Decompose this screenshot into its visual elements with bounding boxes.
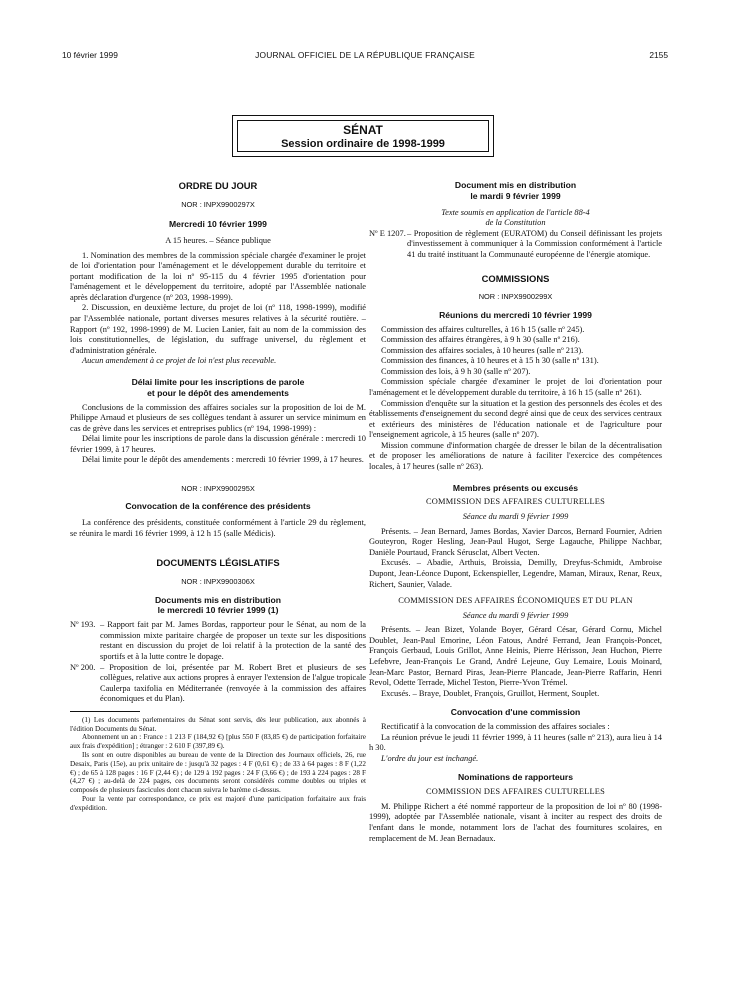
seance-date-2: Séance du mardi 9 février 1999 — [462, 610, 569, 620]
distribution-heading-2: le mercredi 10 février 1999 (1) — [157, 605, 279, 616]
reunion-1: Commission des affaires culturelles, à 16 h 15 (salle nº 245). — [381, 324, 585, 334]
document-e1207 — [369, 229, 662, 261]
reunion-prevue: La réunion prévue le jeudi 11 février 1999, à 11 heures (salle nº 213), aura lieu à 14 h 30. — [369, 732, 662, 753]
left-column — [70, 180, 366, 812]
agenda-item-2: 2. Discussion, en deuxième lecture, du projet de loi (nº 118, 1998-1999), modifié par l'Assemblée nationale, portant diverses mesures relatives à la sécurité routière. – Rapport (nº 192, 1998-1999) de M. Lucien Lanier, fait au nom de la commission des lois constitutionnelles, de législation, du suffrage universel, du règlement et d'administration générale. — [70, 303, 366, 355]
footnote-1: (1) Les documents parlementaires du Sénat sont servis, dès leur publication, aux abonnés à l'édition Documents du Sénat. — [70, 715, 366, 733]
presents-2: Présents. – Jean Bizet, Yolande Boyer, Gérard César, Gérard Cornu, Michel Doublet, Jean-Paul Emorine, Léon Fatous, André Ferrand, Jean François-Poncet, François Gerbaud, Louis Grillot, Anne Heinis, Pierre Hérisson, Jean Huchon, Pierre Lefebvre, Jean-François Le Grand, André Lejeune, Guy Lemaire, Louis Moinard, Jean-Marc Pastor, Bernard Piras, Jean-Pierre Plancade, Jean-Pierre Raffarin, Henri Revol, Odette Terrade, Michel Teston, Pierre-Yvon Trémel. — [369, 625, 662, 688]
document-text: – Rapport fait par M. James Bordas, rapporteur pour le Sénat, au nom de la commission mixte paritaire chargée de proposer un texte sur les dispositions restant en discussion du projet de loi relatif à la protection de la santé des sportifs et à la lutte contre le dopage. — [100, 620, 366, 661]
nomination-text: M. Philippe Richert a été nommé rapporteur de la proposition de loi nº 80 (1998-1999), adoptée par l'Assemblée nationale, visant à inciter au respect des droits de l'enfant dans le monde, notamment lors de l'achat des fournitures scolaires, en remplacement de M. Jean Bernadaux. — [369, 801, 662, 843]
texte-soumis-2: de la Constitution — [485, 218, 546, 228]
reunion-8: Mission commune d'information chargée de dresser le bilan de la décentralisation et de proposer les améliorations de nature à faciliter l'exercice des compétences locales, à 17 heures (salle nº 263). — [369, 440, 662, 472]
membres-heading: Membres présents ou excusés — [452, 482, 579, 493]
commissions-heading: COMMISSIONS — [481, 272, 550, 284]
nor-ordre: NOR : INPX9900297X — [181, 199, 255, 209]
distribution-heading-1: Document mis en distribution — [454, 180, 577, 190]
document-number: Nº E 1207. — [369, 228, 406, 238]
rectificatif: Rectificatif à la convocation de la commission des affaires sociales : — [381, 722, 610, 732]
document-193 — [70, 620, 366, 662]
document-number: Nº 200. — [70, 662, 96, 672]
right-column — [369, 180, 662, 844]
distribution-heading-2: le mardi 9 février 1999 — [470, 190, 561, 201]
document-text: – Proposition de règlement (EURATOM) du Conseil définissant les projets d'investissement à communiquer à la Commission conformément à l'article 41 du traité instituant la Communauté européenne de l'énergie atomique. — [407, 228, 662, 259]
seance-date-1: Séance du mardi 9 février 1999 — [462, 512, 569, 522]
no-amendment-note: Aucun amendement à ce projet de loi n'est plus recevable. — [82, 356, 277, 366]
convocation-commission-heading: Convocation d'une commission — [450, 707, 581, 718]
commission-culturelles: COMMISSION DES AFFAIRES CULTURELLES — [426, 497, 605, 507]
reunions-heading: Réunions du mercredi 10 février 1999 — [439, 309, 592, 320]
document-200 — [70, 663, 366, 705]
conference-text: La conférence des présidents, constituée conformément à l'article 29 du règlement, se réunira le mardi 16 février 1999, à 12 h 15 (salle Médicis). — [70, 518, 366, 538]
ordre-inchange: L'ordre du jour est inchangé. — [381, 753, 479, 763]
excuses-2: Excusés. – Braye, Doublet, François, Gruillot, Herment, Souplet. — [381, 688, 600, 698]
delai-heading-2: et pour le dépôt des amendements — [147, 387, 289, 398]
reunion-3: Commission des affaires sociales, à 10 heures (salle nº 213). — [381, 345, 584, 355]
distribution-heading-1: Documents mis en distribution — [154, 594, 282, 605]
page-number: 2155 — [649, 50, 668, 60]
delai-parole: Délai limite pour les inscriptions de parole dans la discussion générale : mercredi 10 février 1999, à 17 heures. — [70, 434, 366, 454]
reunion-5: Commission des lois, à 9 h 30 (salle nº 207). — [381, 366, 531, 376]
reunion-7: Commission d'enquête sur la situation et la gestion des personnels des écoles et des établissements d'enseignement du second degré ainsi que de ceux des services centraux et extérieurs des ministères de l'éducation nationale et de l'agriculture pour l'enseignement agricole, à 15 heures (salle nº 207). — [369, 398, 662, 440]
reunion-4: Commission des finances, à 10 heures et à 15 h 30 (salle nº 131). — [381, 356, 599, 366]
document-number: Nº 193. — [70, 620, 96, 630]
reunion-6: Commission spéciale chargée d'examiner le projet de loi d'orientation pour l'aménagement et le développement durable du territoire, à 16 h 15 (salle nº 261). — [369, 377, 662, 398]
date-heading: Mercredi 10 février 1999 — [169, 219, 267, 230]
senat-title: SÉNAT — [343, 123, 383, 137]
seance-line: A 15 heures. – Séance publique — [165, 236, 271, 245]
presents-1: Présents. – Jean Bernard, James Bordas, Xavier Darcos, Bernard Fournier, Adrien Gouteyron, Roger Hesling, Jean-Paul Hugot, Serge Lagauche, Philippe Nachbar, Danièle Pourtaud, Franck Sérusclat, Albert Vecten. — [369, 526, 662, 557]
senat-title-box — [232, 115, 494, 157]
nominations-heading: Nominations de rapporteurs — [457, 772, 574, 783]
excuses-1: Excusés. – Abadie, Arthuis, Broissia, Demilly, Dreyfus-Schmidt, Ambroise Dupont, Jean-Léonce Dupont, Eckenspieller, Legendre, Maman, Miraux, Renar, Reux, Richert, Saunier, Valade. — [369, 558, 662, 589]
footnote-rule — [70, 711, 140, 712]
footnote-prix: Ils sont en outre disponibles au bureau de vente de la Direction des Journaux officiels, 26, rue Desaix, Paris (15e), au prix unitaire de : jusqu'à 32 pages : 4 F (0,61 €) ; de 33 à 64 pages : 8 F (1,22 €) ; de 65 à 128 pages : 16 F (2,44 €) ; de 129 à 192 pages : 24 F (3,66 €) ; de 193 à 224 pages : 28 F (4,27 €) ; au-delà de 224 pages, ces documents seront considérés comme doubles ou triples et composés de plusieurs fascicules dont chacun suivra le barème ci-dessus. — [70, 750, 366, 795]
reunion-2: Commission des affaires étrangères, à 9 h 30 (salle nº 216). — [381, 335, 580, 345]
commission-culturelles-2: COMMISSION DES AFFAIRES CULTURELLES — [426, 787, 605, 797]
session-title: Session ordinaire de 1998-1999 — [281, 138, 445, 151]
nor-conference: NOR : INPX9900295X — [181, 484, 255, 494]
document-text: – Proposition de loi, présentée par M. Robert Bret et plusieurs de ses collègues, relative aux actions propres à enrayer l'extension de l'algue tropicale Caulerpa taxifolia en Méditerranée (renvoyée à la commission des affaires économiques et du Plan). — [100, 662, 366, 704]
documents-legislatifs-heading: DOCUMENTS LÉGISLATIFS — [156, 557, 280, 569]
agenda-item-1: 1. Nomination des membres de la commission spéciale chargée d'examiner le projet de loi d'orientation pour l'aménagement et le développement durable du territoire et portant modification de la loi nº 95-115 du 4 février 1995 d'orientation pour l'aménagement et le développement du territoire, adopté par l'Assemblée nationale après déclaration d'urgence (nº 203, 1998-1999). — [70, 250, 366, 302]
commission-economiques: COMMISSION DES AFFAIRES ÉCONOMIQUES ET DU PLAN — [398, 596, 633, 606]
nor-documents: NOR : INPX9900306X — [181, 577, 255, 587]
page-header — [62, 50, 668, 64]
nor-commissions: NOR : INPX9900299X — [478, 292, 553, 302]
ordre-du-jour-heading: ORDRE DU JOUR — [178, 180, 258, 191]
delai-amendements: Délai limite pour le dépôt des amendements : mercredi 10 février 1999, à 17 heures. — [82, 455, 364, 465]
conference-heading: Convocation de la conférence des présidents — [125, 501, 311, 512]
header-date: 10 février 1999 — [62, 50, 118, 60]
delai-conclusions: Conclusions de la commission des affaires sociales sur la proposition de loi de M. Philippe Arnaud et plusieurs de ses collègues tendant à assurer un service minimum en cas de grève dans les services et entreprises publics (nº 194, 1998-1999) : — [70, 402, 366, 433]
delai-heading-1: Délai limite pour les inscriptions de parole — [131, 376, 305, 387]
texte-soumis-1: Texte soumis en application de l'article 88-4 — [441, 207, 590, 217]
journal-title: JOURNAL OFFICIEL DE LA RÉPUBLIQUE FRANÇAISE — [255, 50, 475, 60]
footnote-vente: Pour la vente par correspondance, ce prix est majoré d'une participation forfaitaire aux frais d'expédition. — [70, 794, 366, 812]
footnote-abonnement: Abonnement un an : France : 1 213 F (184,92 €) [plus 550 F (83,85 €) de participation forfaitaire aux frais d'expédition] ; étranger : 2 610 F (397,89 €). — [70, 733, 366, 751]
